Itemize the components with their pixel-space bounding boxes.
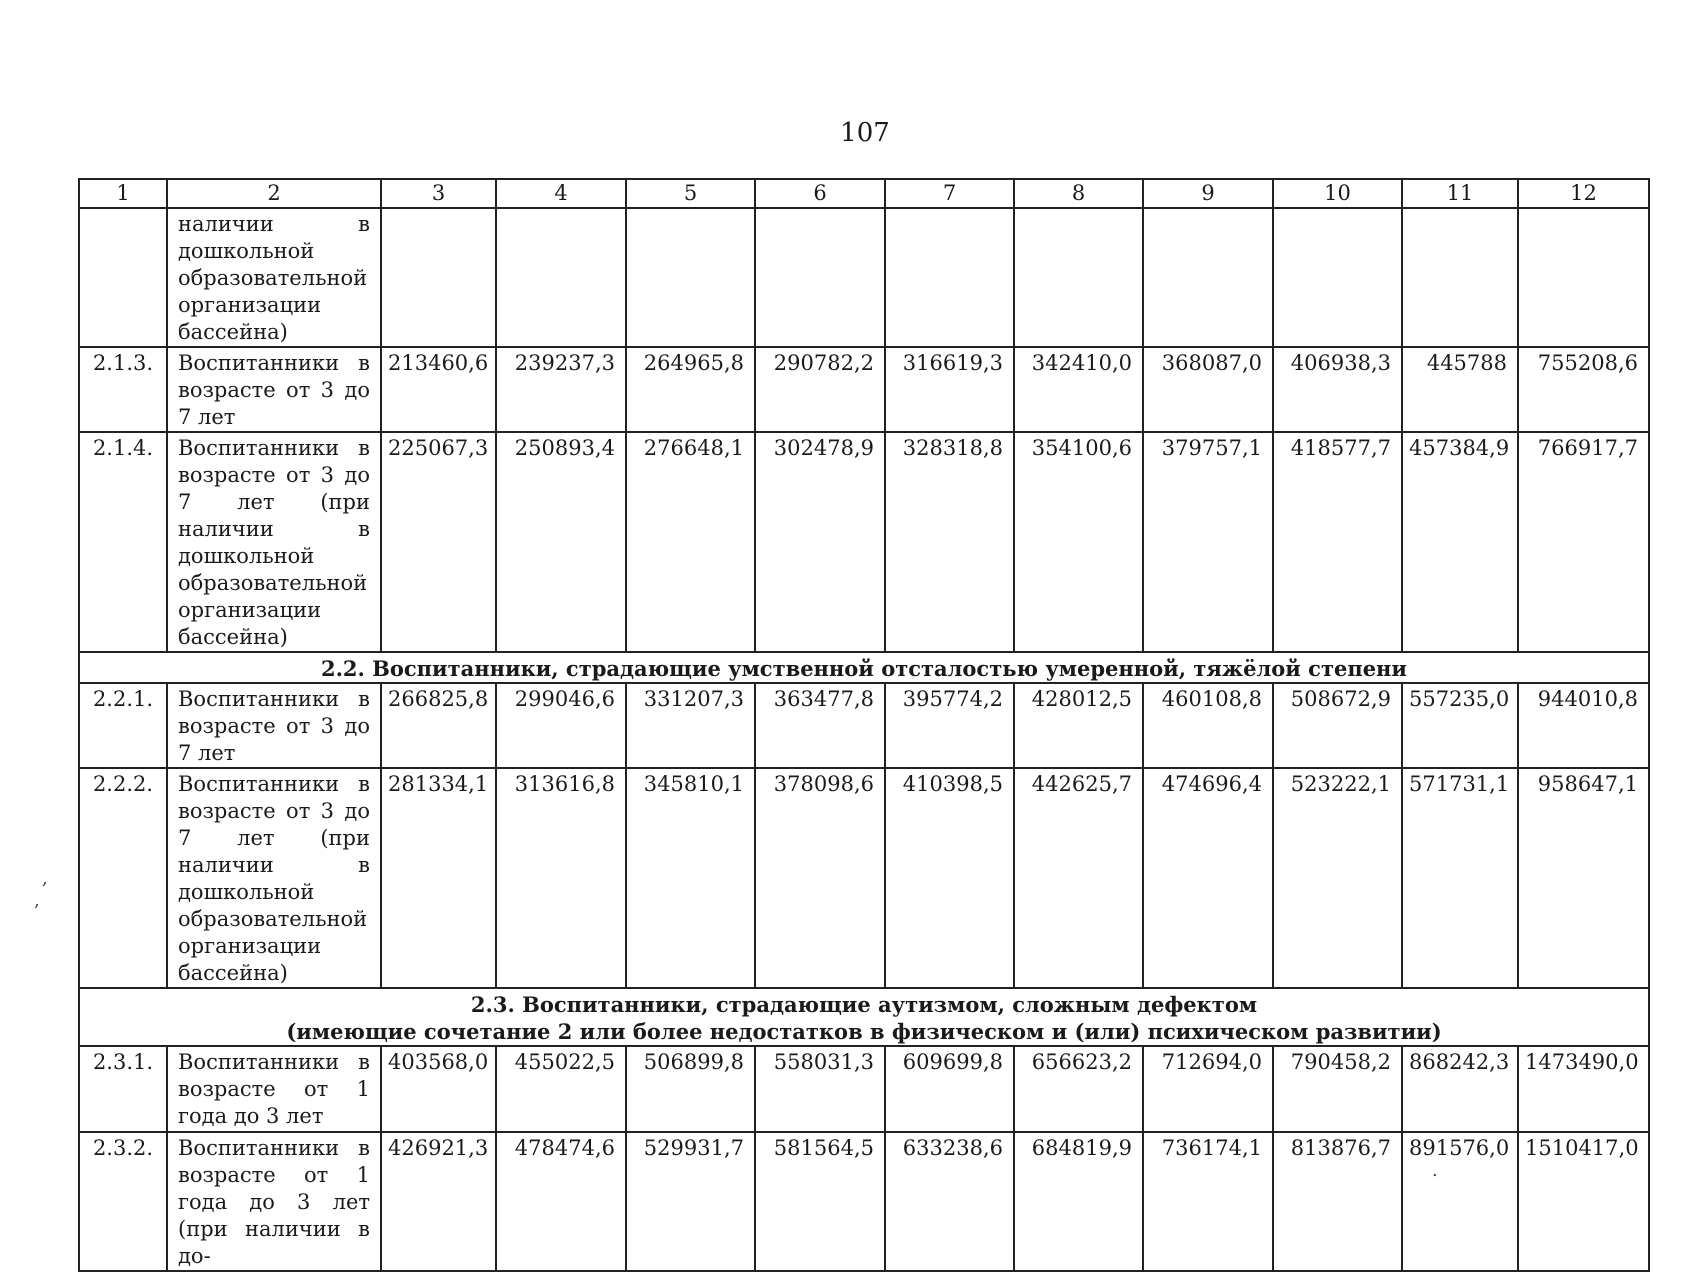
header-cell: 6 <box>755 179 885 208</box>
row-number: 2.2.2. <box>79 768 167 988</box>
value-cell: 755208,6 <box>1518 347 1649 432</box>
value-cell: 455022,5 <box>496 1046 626 1132</box>
table-row <box>79 347 1649 432</box>
value-cell: 633238,6 <box>885 1132 1014 1271</box>
value-cell: 379757,1 <box>1143 432 1273 652</box>
value-cell: 813876,7 <box>1273 1132 1402 1271</box>
value-cell: 868242,3 <box>1402 1046 1518 1132</box>
row-description: Воспитанники в возрасте от 3 до 7 лет (при наличии в дошкольной образовательной организации бассейна) <box>167 768 381 988</box>
value-cell <box>1273 208 1402 347</box>
value-cell: 1510417,0 <box>1518 1132 1649 1271</box>
value-cell <box>1014 208 1143 347</box>
header-cell: 4 <box>496 179 626 208</box>
table-row <box>79 683 1649 768</box>
value-cell: 426921,3 <box>381 1132 496 1271</box>
section-title-line: 2.3. Воспитанники, страдающие аутизмом, сложным дефектом <box>470 992 1258 1017</box>
value-cell: 302478,9 <box>755 432 885 652</box>
value-cell: 506899,8 <box>626 1046 755 1132</box>
value-cell: 581564,5 <box>755 1132 885 1271</box>
value-cell <box>626 208 755 347</box>
value-cell: 557235,0 <box>1402 683 1518 768</box>
page-number: 107 <box>840 118 890 148</box>
value-cell: 958647,1 <box>1518 768 1649 988</box>
section-row <box>79 652 1649 683</box>
value-cell <box>1143 208 1273 347</box>
value-cell: 656623,2 <box>1014 1046 1143 1132</box>
value-cell: 345810,1 <box>626 768 755 988</box>
value-cell: 250893,4 <box>496 432 626 652</box>
value-cell: 609699,8 <box>885 1046 1014 1132</box>
value-cell: 712694,0 <box>1143 1046 1273 1132</box>
value-cell: 313616,8 <box>496 768 626 988</box>
value-cell: 428012,5 <box>1014 683 1143 768</box>
value-cell <box>885 208 1014 347</box>
value-cell: 736174,1 <box>1143 1132 1273 1271</box>
value-cell: 266825,8 <box>381 683 496 768</box>
value-cell: 891576,0 <box>1402 1132 1518 1271</box>
value-cell: 328318,8 <box>885 432 1014 652</box>
value-cell: 354100,6 <box>1014 432 1143 652</box>
row-description: Воспитанники в возрасте от 1 года до 3 лет (при наличии в до- <box>167 1132 381 1271</box>
value-cell: 264965,8 <box>626 347 755 432</box>
value-cell: 445788 <box>1402 347 1518 432</box>
table-row <box>79 432 1649 652</box>
value-cell: 944010,8 <box>1518 683 1649 768</box>
header-cell: 3 <box>381 179 496 208</box>
value-cell: 239237,3 <box>496 347 626 432</box>
value-cell: 395774,2 <box>885 683 1014 768</box>
value-cell: 523222,1 <box>1273 768 1402 988</box>
value-cell: 478474,6 <box>496 1132 626 1271</box>
value-cell: 571731,1 <box>1402 768 1518 988</box>
value-cell: 766917,7 <box>1518 432 1649 652</box>
value-cell: 410398,5 <box>885 768 1014 988</box>
value-cell: 418577,7 <box>1273 432 1402 652</box>
section-row <box>79 988 1649 1046</box>
table-row <box>79 768 1649 988</box>
value-cell: 378098,6 <box>755 768 885 988</box>
header-cell: 8 <box>1014 179 1143 208</box>
row-description: Воспитанники в возрасте от 3 до 7 лет <box>167 683 381 768</box>
value-cell: 558031,3 <box>755 1046 885 1132</box>
row-number: 2.1.4. <box>79 432 167 652</box>
value-cell <box>1402 208 1518 347</box>
value-cell: 457384,9 <box>1402 432 1518 652</box>
value-cell: 342410,0 <box>1014 347 1143 432</box>
row-number: 2.2.1. <box>79 683 167 768</box>
section-title <box>79 652 1649 683</box>
value-cell: 460108,8 <box>1143 683 1273 768</box>
section-title-line: 2.2. Воспитанники, страдающие умственной отсталостью умеренной, тяжёлой степени <box>320 656 1407 681</box>
value-cell: 406938,3 <box>1273 347 1402 432</box>
value-cell: 276648,1 <box>626 432 755 652</box>
value-cell: 1473490,0 <box>1518 1046 1649 1132</box>
value-cell: 225067,3 <box>381 432 496 652</box>
header-cell: 11 <box>1402 179 1518 208</box>
header-cell: 9 <box>1143 179 1273 208</box>
scan-speck: . <box>1432 1160 1438 1181</box>
table-row <box>79 1132 1649 1271</box>
value-cell: 508672,9 <box>1273 683 1402 768</box>
row-description: Воспитанники в возрасте от 1 года до 3 лет <box>167 1046 381 1132</box>
scan-speck: , <box>34 890 40 911</box>
data-table <box>78 178 1650 1272</box>
header-cell: 2 <box>167 179 381 208</box>
section-title-line: (имеющие сочетание 2 или более недостатков в физическом и (или) психическом развитии) <box>286 1019 1442 1044</box>
header-cell: 12 <box>1518 179 1649 208</box>
scan-speck: , <box>42 868 48 889</box>
header-row <box>79 179 1649 208</box>
header-cell: 10 <box>1273 179 1402 208</box>
value-cell: 363477,8 <box>755 683 885 768</box>
value-cell: 474696,4 <box>1143 768 1273 988</box>
row-description: Воспитанники в возрасте от 3 до 7 лет <box>167 347 381 432</box>
value-cell: 290782,2 <box>755 347 885 432</box>
value-cell <box>755 208 885 347</box>
header-cell: 5 <box>626 179 755 208</box>
header-cell: 7 <box>885 179 1014 208</box>
value-cell <box>1518 208 1649 347</box>
row-number: 2.3.1. <box>79 1046 167 1132</box>
row-number: 2.3.2. <box>79 1132 167 1271</box>
value-cell: 299046,6 <box>496 683 626 768</box>
table-row <box>79 1046 1649 1132</box>
value-cell: 684819,9 <box>1014 1132 1143 1271</box>
value-cell: 368087,0 <box>1143 347 1273 432</box>
value-cell <box>496 208 626 347</box>
header-cell: 1 <box>79 179 167 208</box>
value-cell <box>381 208 496 347</box>
value-cell: 213460,6 <box>381 347 496 432</box>
row-number <box>79 208 167 347</box>
table-row <box>79 208 1649 347</box>
value-cell: 790458,2 <box>1273 1046 1402 1132</box>
value-cell: 331207,3 <box>626 683 755 768</box>
value-cell: 403568,0 <box>381 1046 496 1132</box>
value-cell: 529931,7 <box>626 1132 755 1271</box>
value-cell: 316619,3 <box>885 347 1014 432</box>
value-cell: 281334,1 <box>381 768 496 988</box>
value-cell: 442625,7 <box>1014 768 1143 988</box>
section-title <box>79 988 1649 1046</box>
row-description: Воспитанники в возрасте от 3 до 7 лет (при наличии в дошкольной образовательной организации бассейна) <box>167 432 381 652</box>
row-description: наличии в дошкольной образовательной организации бассейна) <box>167 208 381 347</box>
row-number: 2.1.3. <box>79 347 167 432</box>
